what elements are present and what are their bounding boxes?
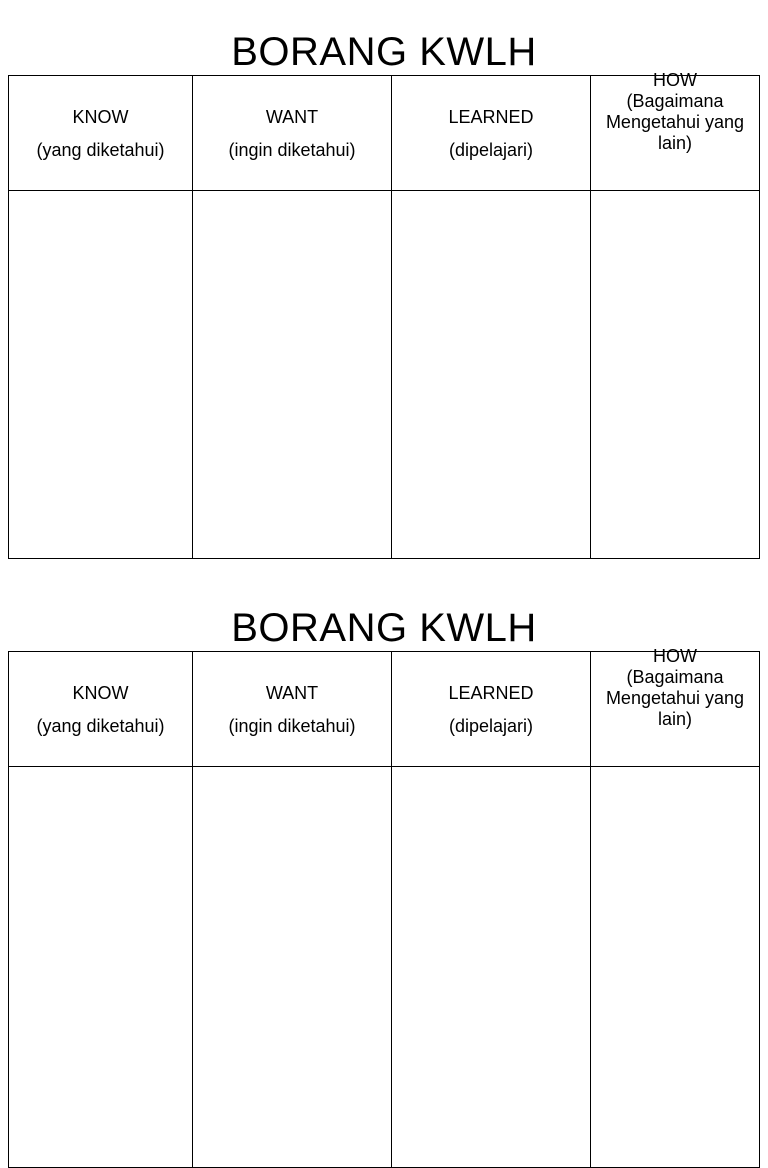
- how-title: HOW: [653, 70, 697, 90]
- want-answer-cell[interactable]: [193, 191, 392, 559]
- how-answer-cell[interactable]: [591, 191, 760, 559]
- know-header: [9, 652, 193, 767]
- learned-answer-cell[interactable]: [392, 191, 591, 559]
- learned-header: [392, 652, 591, 767]
- how-header: [591, 70, 760, 191]
- learned-header: [392, 76, 591, 191]
- want-subtitle: (ingin diketahui): [228, 139, 356, 160]
- know-subtitle: (yang diketahui): [36, 715, 165, 736]
- know-answer-cell[interactable]: [9, 767, 193, 1168]
- know-answer-cell[interactable]: [9, 191, 193, 559]
- learned-title: LEARNED: [448, 106, 534, 127]
- learned-subtitle: (dipelajari): [448, 139, 534, 160]
- how-subtitle-line: (Bagaimana: [626, 91, 724, 111]
- table-body-row: [9, 191, 760, 559]
- want-title: WANT: [265, 682, 319, 703]
- know-header: [9, 76, 193, 191]
- how-title: HOW: [653, 646, 697, 666]
- know-title: KNOW: [72, 106, 129, 127]
- how-header: [591, 646, 760, 767]
- kwlh-table: [8, 646, 760, 1168]
- want-answer-cell[interactable]: [193, 767, 392, 1168]
- how-subtitle-line: Mengetahui yang: [605, 112, 745, 132]
- kwlh-table: [8, 70, 760, 559]
- how-subtitle-line: lain): [657, 709, 692, 729]
- want-title: WANT: [265, 106, 319, 127]
- table-body-row: [9, 767, 760, 1168]
- learned-answer-cell[interactable]: [392, 767, 591, 1168]
- how-answer-cell[interactable]: [591, 767, 760, 1168]
- table-header-row: [9, 652, 760, 767]
- know-title: KNOW: [72, 682, 129, 703]
- learned-subtitle: (dipelajari): [448, 715, 534, 736]
- want-header: [193, 76, 392, 191]
- how-subtitle-line: (Bagaimana: [626, 667, 724, 687]
- want-subtitle: (ingin diketahui): [228, 715, 356, 736]
- learned-title: LEARNED: [448, 682, 534, 703]
- table-header-row: [9, 76, 760, 191]
- form-title: BORANG KWLH: [231, 606, 537, 650]
- form-title: BORANG KWLH: [231, 30, 537, 74]
- want-header: [193, 652, 392, 767]
- know-subtitle: (yang diketahui): [36, 139, 165, 160]
- how-subtitle-line: lain): [657, 133, 692, 153]
- how-subtitle-line: Mengetahui yang: [605, 688, 745, 708]
